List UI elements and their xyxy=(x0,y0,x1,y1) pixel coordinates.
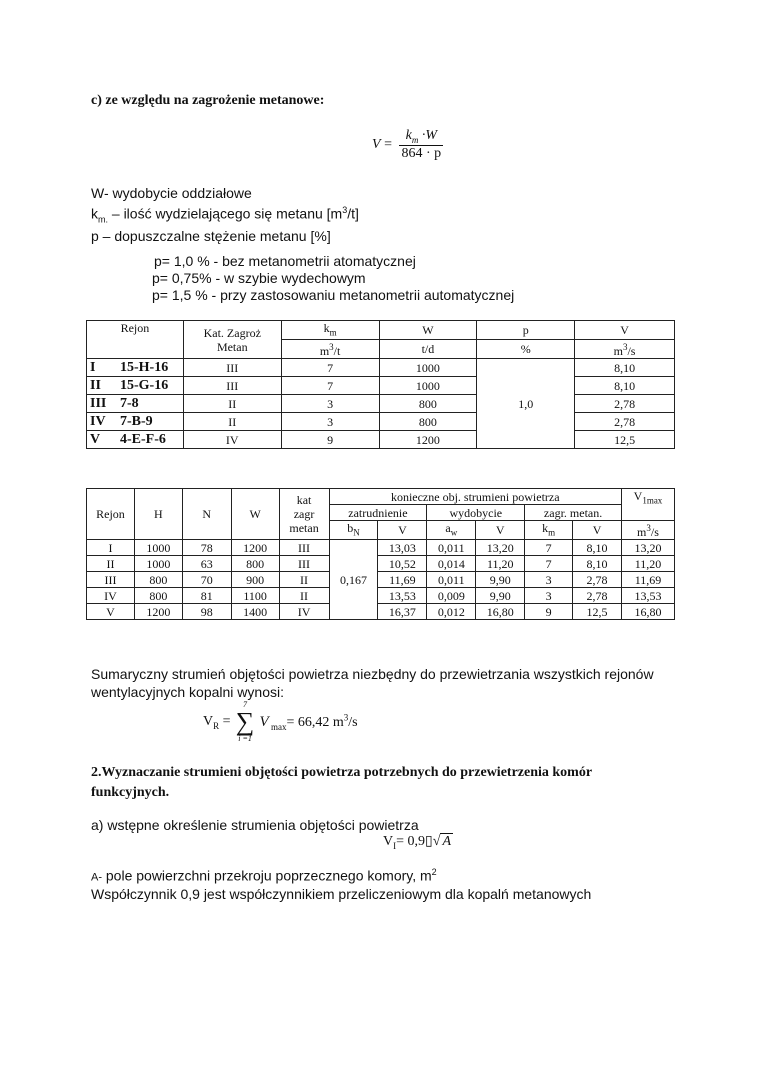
table-row: V 1200 98 1400 IV 16,37 0,012 16,80 9 12,5 16,80 xyxy=(87,604,675,620)
table-row: I 15-H-16 III 7 1000 1,0 8,10 xyxy=(87,359,675,377)
t1-unit-p: % xyxy=(477,340,575,359)
table-row: II 1000 63 800 III 10,52 0,014 11,20 7 8,10 11,20 xyxy=(87,556,675,572)
t1-header-rejon: Rejon xyxy=(87,321,184,359)
coefficient-text: Współczynnik 0,9 jest współczynnikiem przeliczeniowym dla kopalń metanowych xyxy=(91,886,592,902)
table-row: IV 800 81 1100 II 13,53 0,009 9,90 3 2,78 13,53 xyxy=(87,588,675,604)
p-value-1: p= 1,0 % - bez metanometrii atomatycznej xyxy=(154,253,416,269)
t2-header-v3: V xyxy=(573,521,622,540)
t1-header-kat: Kat. Zagroż Metan xyxy=(183,321,281,359)
t1-p-merged: 1,0 xyxy=(477,359,575,449)
t2-header-vmax: $V_{1max}$ xyxy=(621,489,674,521)
t2-header-wydobycie: wydobycie xyxy=(427,505,525,521)
summary-formula: $V_R$ = 7 ∑ i =1 V $_{max}$= 66,42 $m^3/s$ xyxy=(203,700,358,743)
t1-header-w: W xyxy=(379,321,477,340)
methane-formula: V = $\frac{k_m \cdot W}{864 \cdot p}$ xyxy=(372,128,442,161)
sum-symbol: 7 ∑ i =1 xyxy=(235,700,255,743)
table-row: I 1000 78 1200 III 0,167 13,03 0,011 13,20 7 8,10 13,20 xyxy=(87,540,675,556)
definition-w: W- wydobycie oddziałowe xyxy=(91,185,252,201)
t2-bn-merged: 0,167 xyxy=(329,540,378,620)
formula-km-sub: m xyxy=(411,134,419,145)
formula-denominator: 864 · p xyxy=(401,145,442,161)
p-values-block xyxy=(152,253,514,304)
definitions-block xyxy=(91,185,359,245)
t1-unit-v: $m^3/s$ xyxy=(575,340,675,359)
t2-header-v1: V xyxy=(378,521,427,540)
a-definition: A- pole powierzchni przekroju poprzecznego komory, $m^2$ xyxy=(91,867,437,884)
p-value-3: p= 1,5 % - przy zastosowaniu metanometrii automatycznej xyxy=(152,287,515,303)
t2-header-w: W xyxy=(231,489,279,540)
t1-header-p: p xyxy=(477,321,575,340)
t2-header-n: N xyxy=(182,489,231,540)
t2-header-kat: kat zagr metan xyxy=(279,489,329,540)
summary-text: Sumaryczny strumień objętości powietrza niezbędny do przewietrzania wszystkich rejonów wentylacyjnych kopalni wynosi: xyxy=(91,666,654,700)
t1-header-v: V xyxy=(575,321,675,340)
airflow-table xyxy=(86,488,675,620)
t2-header-bn: $b_N$ xyxy=(329,521,378,540)
t2-header-aw: $a_w$ xyxy=(427,521,476,540)
section-2-heading: 2.Wyznaczanie strumieni objętości powietrza potrzebnych do przewietrzenia komór funkcyjnych. xyxy=(91,765,593,800)
table-row: V 4-E-F-6 IV 9 1200 12,5 xyxy=(87,431,675,449)
t1-unit-km: $m^3/t$ xyxy=(281,340,379,359)
t2-header-km: $k_m$ xyxy=(525,521,573,540)
t2-header-v2: V xyxy=(476,521,525,540)
section-c-heading: c) ze względu na zagrożenie metanowe: xyxy=(91,93,325,108)
table-row: III 7-8 II 3 800 2,78 xyxy=(87,395,675,413)
t2-header-h: H xyxy=(134,489,182,540)
definition-p: p – dopuszczalne stężenie metanu [%] xyxy=(91,228,331,245)
vi-formula: $V_I=$ 0,9▯√ A xyxy=(383,834,451,851)
t2-header-rejon: Rejon xyxy=(87,489,135,540)
item-a: a) wstępne określenie strumienia objętości powietrza xyxy=(91,817,419,833)
t2-header-group: konieczne obj. strumieni powietrza xyxy=(329,489,621,505)
formula-km: k xyxy=(405,128,412,143)
t2-header-unit: $m^3/s$ xyxy=(621,521,674,540)
t1-unit-w: t/d xyxy=(379,340,477,359)
t2-header-zagr-metan: zagr. metan. xyxy=(525,505,622,521)
t2-header-zatrudnienie: zatrudnienie xyxy=(329,505,427,521)
t1-header-km: $k_m$ xyxy=(281,321,379,340)
sqrt-icon: √ xyxy=(432,834,441,849)
definition-km: $k_{m.}$ – ilość wydzielającego się metanu $[m^3/t]$ xyxy=(91,205,359,225)
p-value-2: p= 0,75% - w szybie wydechowym xyxy=(152,270,366,286)
table-row: IV 7-B-9 II 3 800 2,78 xyxy=(87,413,675,431)
formula-numerator-rest: ·W xyxy=(418,128,437,143)
methane-table xyxy=(86,320,675,449)
formula-lhs: V xyxy=(372,137,381,153)
table-row: II 15-G-16 III 7 1000 8,10 xyxy=(87,377,675,395)
formula-fraction xyxy=(399,128,443,162)
table-row: III 800 70 900 II 11,69 0,011 9,90 3 2,78 11,69 xyxy=(87,572,675,588)
